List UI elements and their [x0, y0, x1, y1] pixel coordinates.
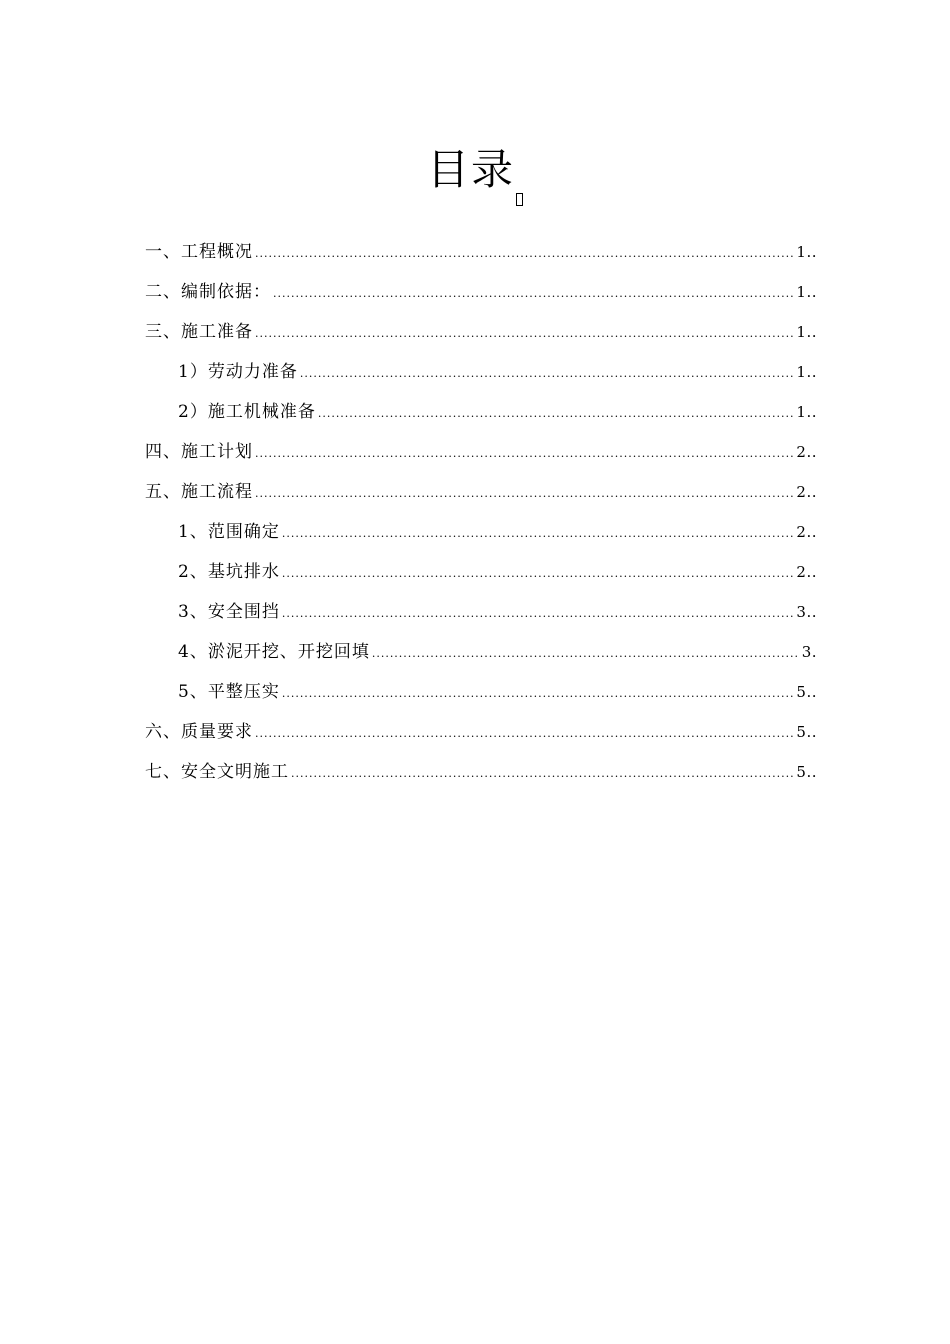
toc-entry[interactable] [145, 752, 817, 792]
dot-leader [255, 474, 794, 514]
toc-entry-page: 1.. [796, 243, 817, 261]
toc-entry-page: 3. [801, 643, 817, 661]
toc-entry[interactable] [145, 672, 817, 712]
toc-entry-label: 2）施工机械准备 [178, 402, 316, 422]
toc-entry[interactable] [145, 472, 817, 512]
toc-entry[interactable] [145, 232, 817, 272]
toc-entry-page: 5.. [796, 683, 817, 701]
dot-leader [300, 354, 795, 394]
toc-entry-page: 5.. [796, 763, 817, 781]
dot-leader [282, 554, 795, 594]
dot-leader [282, 674, 795, 714]
dot-leader [255, 314, 794, 354]
toc-entry-page: 2.. [796, 563, 817, 581]
toc-entry-label: 一、工程概况 [145, 242, 253, 262]
dot-leader [273, 274, 794, 314]
toc-title [0, 140, 950, 206]
toc-entry-page: 1.. [796, 283, 817, 301]
toc-entry[interactable] [145, 552, 817, 592]
toc-entry[interactable] [145, 312, 817, 352]
placeholder-glyph-icon [516, 193, 523, 206]
toc-entry-page: 1.. [796, 323, 817, 341]
toc-entry[interactable] [145, 272, 817, 312]
toc-entry-page: 2.. [796, 483, 817, 501]
toc-entry-page: 1.. [796, 363, 817, 381]
toc-entry-label: 1）劳动力准备 [178, 362, 298, 382]
toc-entry-label: 五、施工流程 [145, 482, 253, 502]
dot-leader [282, 594, 795, 634]
toc-entry-label: 七、安全文明施工 [145, 762, 289, 782]
toc-entry[interactable] [145, 632, 817, 672]
dot-leader [291, 754, 794, 794]
dot-leader [255, 714, 794, 754]
toc-entry-page: 3.. [796, 603, 817, 621]
toc-entry[interactable] [145, 432, 817, 472]
toc-entry-page: 2.. [796, 523, 817, 541]
toc-entry-label: 5、平整压实 [178, 682, 280, 702]
dot-leader [255, 234, 794, 274]
dot-leader [372, 634, 800, 674]
toc-title-text: 目录 [426, 145, 515, 194]
toc-entry-label: 4、淤泥开挖、开挖回填 [178, 642, 370, 662]
toc-entry[interactable] [145, 592, 817, 632]
toc-entry-label: 3、安全围挡 [178, 602, 280, 622]
toc-entry-page: 1.. [796, 403, 817, 421]
dot-leader [282, 514, 795, 554]
toc-entry-label: 1、范围确定 [178, 522, 280, 542]
toc-entry-page: 5.. [796, 723, 817, 741]
toc-entry-label: 二、编制依据： [145, 282, 271, 302]
dot-leader [255, 434, 794, 474]
dot-leader [318, 394, 795, 434]
toc-entry-label: 六、质量要求 [145, 722, 253, 742]
toc-entry[interactable] [145, 512, 817, 552]
toc-entry-label: 2、基坑排水 [178, 562, 280, 582]
toc-entry[interactable] [145, 392, 817, 432]
toc-entry[interactable] [145, 712, 817, 752]
table-of-contents [145, 232, 817, 792]
toc-entry-page: 2.. [796, 443, 817, 461]
toc-entry-label: 四、施工计划 [145, 442, 253, 462]
toc-entry[interactable] [145, 352, 817, 392]
toc-entry-label: 三、施工准备 [145, 322, 253, 342]
